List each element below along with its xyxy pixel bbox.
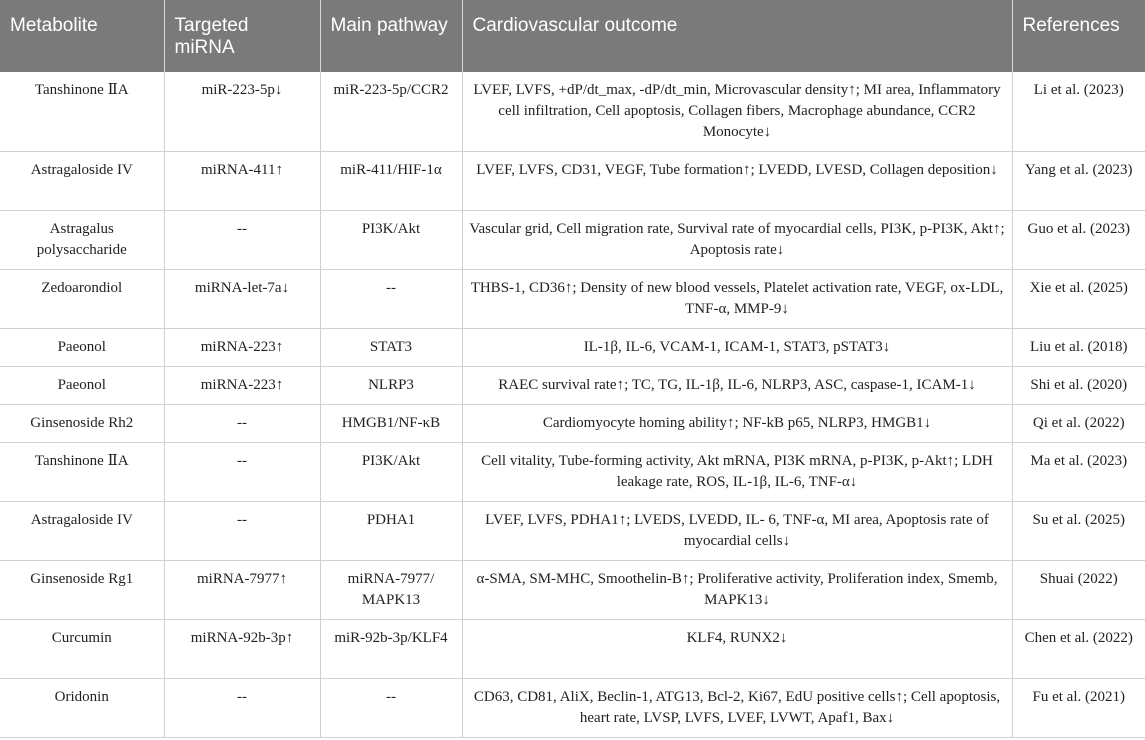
table-row	[0, 366, 1145, 404]
outcome-cell: Vascular grid, Cell migration rate, Survival rate of myocardial cells, PI3K, p-PI3K, Akt↑; Apoptosis rate↓	[462, 210, 1012, 269]
header-targeted-mirna: Targeted miRNA	[164, 0, 320, 72]
pathway-cell: --	[320, 269, 462, 328]
metabolite-cell: Zedoarondiol	[0, 269, 164, 328]
mirna-cell: miRNA-411↑	[164, 151, 320, 210]
mirna-cell: --	[164, 442, 320, 501]
mirna-cell: --	[164, 678, 320, 737]
pathway-cell: PI3K/Akt	[320, 210, 462, 269]
header-cardiovascular-outcome: Cardiovascular outcome	[462, 0, 1012, 72]
mirna-cell: miRNA-223↑	[164, 328, 320, 366]
metabolite-cell: Oridonin	[0, 678, 164, 737]
mirna-cell: --	[164, 501, 320, 560]
pathway-cell: NLRP3	[320, 366, 462, 404]
outcome-cell: α-SMA, SM-MHC, Smoothelin-B↑; Proliferative activity, Proliferation index, Smemb, MAPK13↓	[462, 560, 1012, 619]
outcome-cell: CD63, CD81, AliX, Beclin-1, ATG13, Bcl-2, Ki67, EdU positive cells↑; Cell apoptosis, heart rate, LVSP, LVFS, LVEF, LVWT, Apaf1, Bax↓	[462, 678, 1012, 737]
table-row	[0, 210, 1145, 269]
outcome-cell: KLF4, RUNX2↓	[462, 619, 1012, 678]
mirna-cell: miRNA-let-7a↓	[164, 269, 320, 328]
pathway-cell: miRNA-7977/ MAPK13	[320, 560, 462, 619]
outcome-cell: LVEF, LVFS, PDHA1↑; LVEDS, LVEDD, IL- 6, TNF-α, MI area, Apoptosis rate of myocardial cells↓	[462, 501, 1012, 560]
reference-cell: Fu et al. (2021)	[1012, 678, 1145, 737]
header-main-pathway: Main pathway	[320, 0, 462, 72]
header-metabolite: Metabolite	[10, 15, 98, 36]
table-row	[0, 72, 1145, 151]
pathway-cell: PDHA1	[320, 501, 462, 560]
pathway-cell: HMGB1/NF-κB	[320, 404, 462, 442]
metabolite-cell: Astragaloside IV	[0, 501, 164, 560]
metabolite-cell: Curcumin	[0, 619, 164, 678]
reference-cell: Guo et al. (2023)	[1012, 210, 1145, 269]
pathway-cell: --	[320, 678, 462, 737]
table-row	[0, 328, 1145, 366]
pathway-cell: miR-223-5p/CCR2	[320, 72, 462, 151]
mirna-cell: miR-223-5p↓	[164, 72, 320, 151]
table-row	[0, 404, 1145, 442]
table-row	[0, 619, 1145, 678]
metabolite-cell: Astragaloside IV	[0, 151, 164, 210]
table-row	[0, 442, 1145, 501]
metabolite-cell: Tanshinone ⅡA	[0, 72, 164, 151]
metabolite-cell: Tanshinone ⅡA	[0, 442, 164, 501]
pathway-cell: miR-411/HIF-1α	[320, 151, 462, 210]
reference-cell: Ma et al. (2023)	[1012, 442, 1145, 501]
mirna-cell: miRNA-92b-3p↑	[164, 619, 320, 678]
metabolite-cell: Ginsenoside Rg1	[0, 560, 164, 619]
table-row	[0, 560, 1145, 619]
reference-cell: Xie et al. (2025)	[1012, 269, 1145, 328]
mirna-cell: --	[164, 404, 320, 442]
metabolite-cell: Paeonol	[0, 328, 164, 366]
table-row	[0, 501, 1145, 560]
outcome-cell: Cardiomyocyte homing ability↑; NF-kB p65, NLRP3, HMGB1↓	[462, 404, 1012, 442]
reference-cell: Shuai (2022)	[1012, 560, 1145, 619]
outcome-cell: RAEC survival rate↑; TC, TG, IL-1β, IL-6, NLRP3, ASC, caspase-1, ICAM-1↓	[462, 366, 1012, 404]
mirna-cell: miRNA-7977↑	[164, 560, 320, 619]
reference-cell: Yang et al. (2023)	[1012, 151, 1145, 210]
reference-cell: Qi et al. (2022)	[1012, 404, 1145, 442]
reference-cell: Liu et al. (2018)	[1012, 328, 1145, 366]
outcome-cell: Cell vitality, Tube-forming activity, Akt mRNA, PI3K mRNA, p-PI3K, p-Akt↑; LDH leakage rate, ROS, IL-1β, IL-6, TNF-α↓	[462, 442, 1012, 501]
mirna-cell: miRNA-223↑	[164, 366, 320, 404]
reference-cell: Su et al. (2025)	[1012, 501, 1145, 560]
outcome-cell: LVEF, LVFS, +dP/dt_max, -dP/dt_min, Microvascular density↑; MI area, Inflammatory cell infiltration, Cell apoptosis, Collagen fibers, Macrophage abundance, CCR2 Monocyte↓	[462, 72, 1012, 151]
outcome-cell: LVEF, LVFS, CD31, VEGF, Tube formation↑; LVEDD, LVESD, Collagen deposition↓	[462, 151, 1012, 210]
header-row	[0, 0, 1145, 72]
reference-cell: Shi et al. (2020)	[1012, 366, 1145, 404]
outcome-cell: IL-1β, IL-6, VCAM-1, ICAM-1, STAT3, pSTAT3↓	[462, 328, 1012, 366]
outcome-cell: THBS-1, CD36↑; Density of new blood vessels, Platelet activation rate, VEGF, ox-LDL, TNF-α, MMP-9↓	[462, 269, 1012, 328]
table-row	[0, 151, 1145, 210]
table-row	[0, 269, 1145, 328]
metabolite-cell: Ginsenoside Rh2	[0, 404, 164, 442]
table-row	[0, 678, 1145, 737]
reference-cell: Chen et al. (2022)	[1012, 619, 1145, 678]
metabolite-cell: Paeonol	[0, 366, 164, 404]
pathway-cell: STAT3	[320, 328, 462, 366]
header-references: References	[1012, 0, 1145, 72]
mirna-cell: --	[164, 210, 320, 269]
pathway-cell: miR-92b-3p/KLF4	[320, 619, 462, 678]
metabolite-cell: Astragalus polysaccharide	[0, 210, 164, 269]
pathway-cell: PI3K/Akt	[320, 442, 462, 501]
reference-cell: Li et al. (2023)	[1012, 72, 1145, 151]
